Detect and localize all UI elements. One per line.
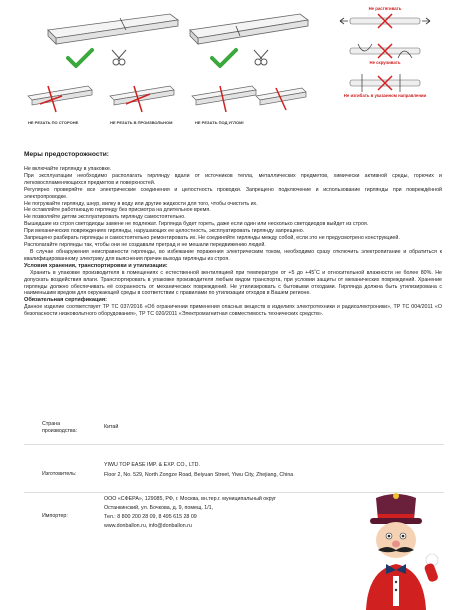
manufacturer-label: Изготовитель: [42,471,77,477]
stretch-warning-illustration [340,14,430,28]
precaution-item: Запрещено разбирать гирлянды и самостоятельно ремонтировать их. Не соединяйте гирлянды между собой, если это не предусмотрено конструкцией. [24,235,400,242]
certification-text: Данное изделие соответствует ТР ТС 037/2016 «Об ограничении применения опасных веществ в изделиях электротехники и радиоэлектроники», ТР ТС 004/2011 «О безопасности низковольтного оборудования», ТР ТС 020/2011 «Электромагнитная совместимость технических средств». [24,304,442,318]
wrong-cut-illustration-3 [192,86,256,112]
caption-no-side-cut: НЕ РЕЗАТЬ ПО СТОРОНЕ [28,120,79,125]
warning-no-bend: Не изгибать в указанном направлении [343,93,427,98]
precaution-item: Располагайте гирлянды так, чтобы они не создавали преград и не мешали передвижению людей. [24,241,266,248]
wrong-cut-illustration-4 [256,88,306,110]
wrong-cut-illustration-2 [110,86,174,112]
storage-text: Хранить в упаковке производителя в помещениях с естественной вентиляцией при температуре от +5 до +45˚С и относительной влажности не более 80%. Не допускать воздействия влаги. Транспортировать в упаковке производителя любым видом транспорта, при условии защиты от механических повреждений. Хранение гирлянды должно обеспечивать её сохранность от механических повреждений. Не утилизировать с бытовыми отходами. Гирлянда должна быть утилизирована с наименьшим вредом для окружающей среды в соответствии с правилами по утилизации отходов в Вашем регионе. [24,269,442,297]
precaution-item: При эксплуатации необходимо располагать гирлянду вдали от источников тепла, металлических предметов, химически активной среды, горючих и легковоспламеняющихся предметов и поверхностей. [24,172,442,186]
manufacturer-name: YIWU TOP EASE IMP. & EXP. CO., LTD. [104,462,200,468]
twist-warning-illustration [350,44,420,58]
precaution-item: Не включайте гирлянду в упаковке. [24,166,112,172]
precaution-item: При механических повреждениях гирлянды, нарушающих ее целостность, эксплуатировать гирлянду запрещено. [24,228,305,235]
check-mark-icon-2 [212,50,236,66]
instructions-body [24,151,442,318]
precaution-item: В случае обнаружения неисправности гирлянды, во избежание поражения электрическим током, необходимо сразу отключить электропитание и обратиться к квалифицированному электрику для выяснения причин выхода гирлянды из строя. [24,248,442,262]
precaution-item: Вышедшие из строя светодиоды замене не подлежат. Гирлянда будет гореть, даже если один или несколько светодиодов выйдет из строя. [24,221,369,228]
importer-line: Останкинский, ул. Бочкова, д. 9, помещ. 1/1, [104,505,214,511]
precautions-heading: Меры предосторожности: [24,151,110,158]
country-value: Китай [104,424,119,430]
country-label: Страна производства: [42,421,78,434]
warning-no-twist: Не скручивать [369,60,401,65]
scissors-icon [112,50,126,65]
precaution-item: Не погружайте гирлянду, шнур, вилку в воду или другие жидкости для того, чтобы очистить их. [24,200,258,207]
importer-line: Тел.: 8 800 200 28 09, 8 495 615 28 09 [104,514,197,520]
caption-no-angle-cut: НЕ РЕЗАТЬ ПОД УГЛОМ! [195,120,244,125]
certification-heading: Обязательная сертификация: [24,297,107,304]
precaution-item: Регулярно проверяйте все электрические соединения и целостность проводки. Запрещено подключение и использование гирлянды при повреждённой электропроводке. [24,186,442,200]
importer-line: ООО «СФЕРА», 129085, РФ, г. Москва, вн.тер.г. муниципальный округ [104,496,277,502]
storage-heading: Условия хранения, транспортировки и утилизации: [24,262,168,269]
check-mark-icon [68,50,92,66]
wrong-cut-illustration-1 [28,86,92,112]
bend-warning-illustration [350,74,420,92]
divider [24,444,444,445]
strip-illustration-good [48,14,178,44]
precaution-item: Не позволяйте детям эксплуатировать гирлянду самостоятельно. [24,214,186,221]
mascot-illustration [340,490,452,610]
manufacturer-address: Floor 2, No. 529, North Zongze Road, Beiyuan Street, Yiwu City, Zhejiang, China [104,472,294,478]
caption-no-random-cut: НЕ РЕЗАТЬ В ПРОИЗВОЛЬНОМ [110,120,173,125]
precaution-item: Не оставляйте работающую гирлянду без присмотра на длительное время. [24,207,211,214]
warning-no-stretch: Не растягивать [368,6,402,11]
scissors-icon-2 [254,50,268,65]
importer-contacts: www.donballon.ru, info@donballon.ru [104,523,192,529]
importer-label: Импортер: [42,513,68,519]
strip-illustration-good-2 [190,14,308,44]
